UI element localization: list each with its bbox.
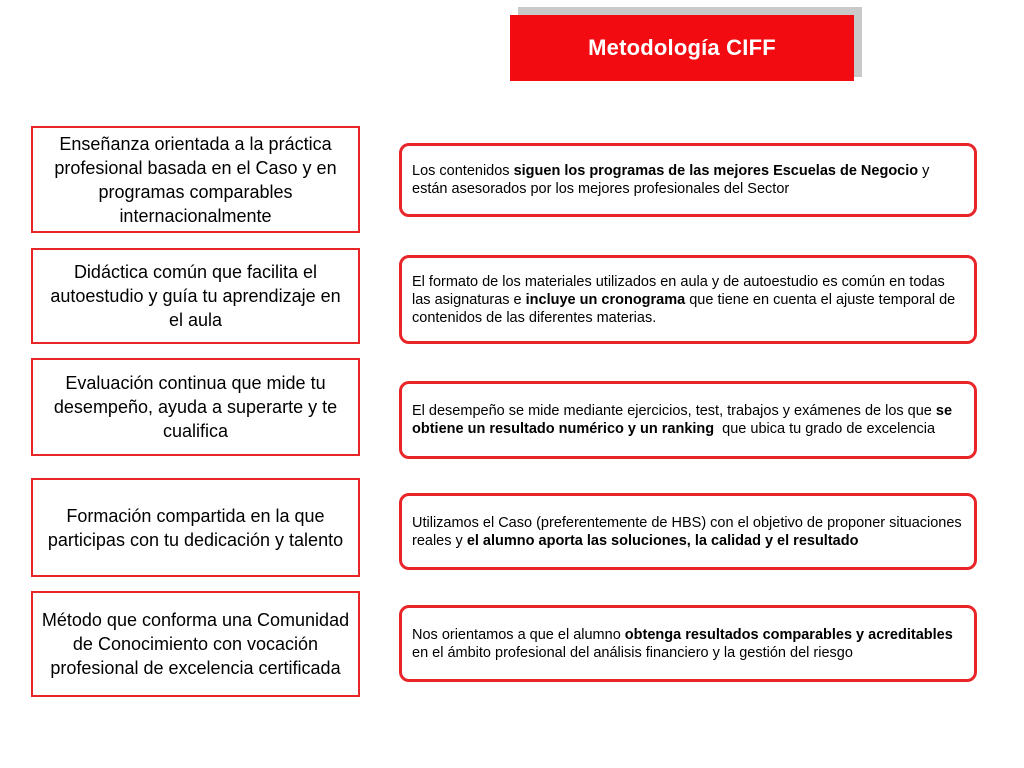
left-item-3: Evaluación continua que mide tu desempeño, ayuda a superarte y te cualifica	[31, 358, 360, 456]
right-item-5-bold: obtenga resultados comparables y acreditables	[624, 626, 953, 643]
left-item-1: Enseñanza orientada a la práctica profesional basada en el Caso y en programas comparables internacionalmente	[31, 126, 360, 233]
right-item-1-bold: siguen los programas de las mejores Escuelas de Negocio	[513, 163, 919, 179]
right-item-5-text-b: en el ámbito profesional del análisis financiero y la gestión del riesgo	[412, 644, 853, 661]
right-item-4-bold: el alumno aporta las soluciones, la calidad y el resultado	[466, 532, 859, 549]
right-item-4-text-a: Utilizamos el Caso (preferentemente de HBS) con el objetivo de proponer situaciones reales y	[412, 514, 962, 549]
page-title: Metodología CIFF	[510, 15, 854, 81]
right-item-2-text-a: El formato de los materiales utilizados en aula y de autoestudio es común en todas las asignaturas e	[412, 273, 945, 308]
right-item-4	[399, 493, 977, 570]
right-item-2	[399, 255, 977, 344]
right-item-3	[399, 381, 977, 459]
left-item-4: Formación compartida en la que participas con tu dedicación y talento	[31, 478, 360, 577]
right-item-2-text-b: que tiene en cuenta el ajuste temporal de contenidos de las diferentes materias.	[412, 291, 956, 326]
right-item-1	[399, 143, 977, 217]
right-item-5	[399, 605, 977, 682]
left-item-5: Método que conforma una Comunidad de Conocimiento con vocación profesional de excelencia certificada	[31, 591, 360, 697]
right-item-5-text-a: Nos orientamos a que el alumno	[412, 626, 625, 643]
right-item-1-text-a: Los contenidos	[412, 163, 514, 179]
right-item-2-bold: incluye un cronograma	[525, 291, 686, 308]
left-item-2: Didáctica común que facilita el autoestudio y guía tu aprendizaje en el aula	[31, 248, 360, 344]
right-item-3-bold: se obtiene un resultado numérico y un ranking	[412, 403, 953, 437]
right-item-1-text-b: y están asesorados por los mejores profesionales del Sector	[412, 163, 930, 197]
right-item-3-text-b: que ubica tu grado de excelencia	[714, 421, 936, 437]
right-item-3-text-a: El desempeño se mide mediante ejercicios, test, trabajos y exámenes de los que	[412, 403, 936, 419]
